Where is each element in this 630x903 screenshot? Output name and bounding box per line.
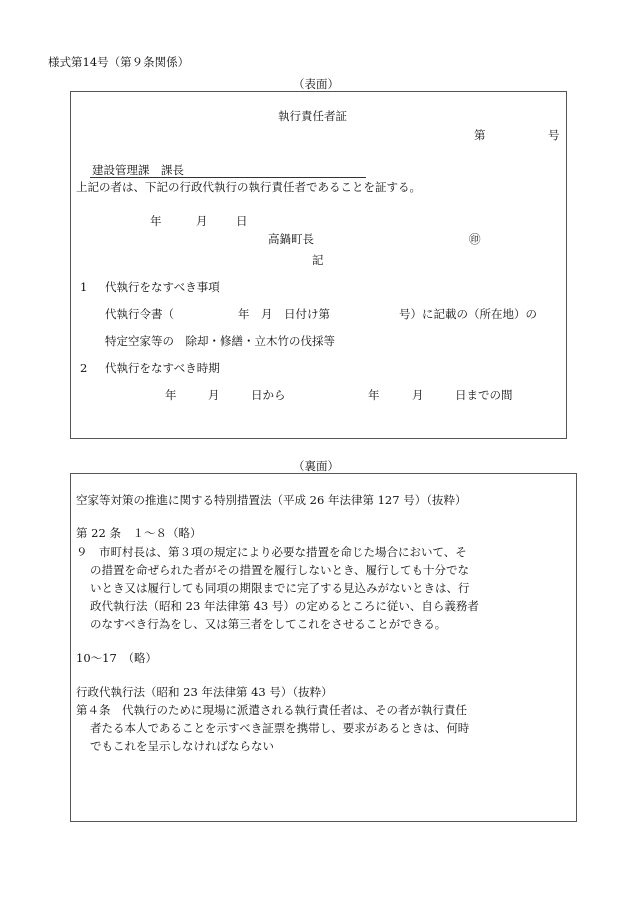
law1-title: 空家等対策の推進に関する特別措置法（平成 26 年法律第 127 号）（抜粋） [76, 493, 467, 507]
article4-line1: 第４条 代執行のために現場に派遣される執行責任者は、その者が執行責任 [76, 703, 467, 717]
law2-title: 行政代執行法（昭和 23 年法律第 43 号）（抜粋） [76, 685, 333, 699]
issue-date-year: 年 [150, 214, 162, 228]
certification-statement: 上記の者は、下記の行政代執行の執行責任者であることを証する。 [76, 180, 421, 194]
article22-p9-line4: 政代執行法（昭和 23 年法律第 43 号）の定めるところに従い、自ら義務者 [90, 599, 479, 613]
issue-date-month: 月 [196, 214, 208, 228]
period-year-end: 年 [368, 388, 380, 402]
front-side-label: （表面） [293, 77, 339, 91]
seal-mark: ㊞ [469, 232, 481, 246]
period-year-start: 年 [165, 388, 177, 402]
certificate-number-prefix: 第 [474, 128, 486, 142]
period-from: 日から [251, 388, 286, 402]
issue-date-day: 日 [236, 214, 248, 228]
article22-p9-line3: いとき又は履行しても同項の期限までに完了する見込みがないときは、行 [90, 581, 470, 595]
ki-heading: 記 [312, 253, 324, 267]
item2-title: 代執行をなすべき時期 [105, 361, 220, 375]
period-until: 日までの間 [455, 388, 513, 402]
item1-line1-part-b: 年 月 日付け第 [238, 307, 330, 321]
article22-omitted-paragraphs: 10～17 （略） [76, 651, 158, 665]
certificate-title: 執行責任者証 [278, 109, 347, 123]
article4-line3: でもこれを呈示しなければならない [90, 739, 274, 753]
article4-line2: 者たる本人であることを示すべき証票を携帯し、要求があるときは、何時 [90, 721, 470, 735]
item1-line1-part-c: 号）に記載の（所在地）の [399, 307, 537, 321]
officer-title: 建設管理課 課長 [92, 163, 184, 177]
certificate-number-suffix: 号 [548, 128, 560, 142]
item1-number: 1 [80, 280, 88, 294]
article22-p9-line1: ９ 市町村長は、第３項の規定により必要な措置を命じた場合において、そ [76, 545, 467, 559]
item1-line2: 特定空家等の 除却・修繕・立木竹の伐採等 [105, 334, 335, 348]
article22-p9-line2: の措置を命ぜられた者がその措置を履行しないとき、履行しても十分でな [90, 563, 470, 577]
item2-number: 2 [80, 361, 88, 375]
officer-underline [90, 177, 366, 178]
item1-line1-part-a: 代執行令書（ [105, 307, 174, 321]
period-month-end: 月 [412, 388, 424, 402]
article22-heading: 第 22 条 １～８（略） [76, 526, 202, 540]
article22-p9-line5: のなすべき行為をし、又は第三者をしてこれをさせることができる。 [90, 617, 447, 631]
period-month-start: 月 [208, 388, 220, 402]
issuer-name: 高鍋町長 [268, 232, 314, 246]
item1-title: 代執行をなすべき事項 [105, 280, 220, 294]
form-number-header: 様式第14号（第９条関係） [48, 55, 190, 69]
back-side-label: （裏面） [293, 459, 339, 473]
